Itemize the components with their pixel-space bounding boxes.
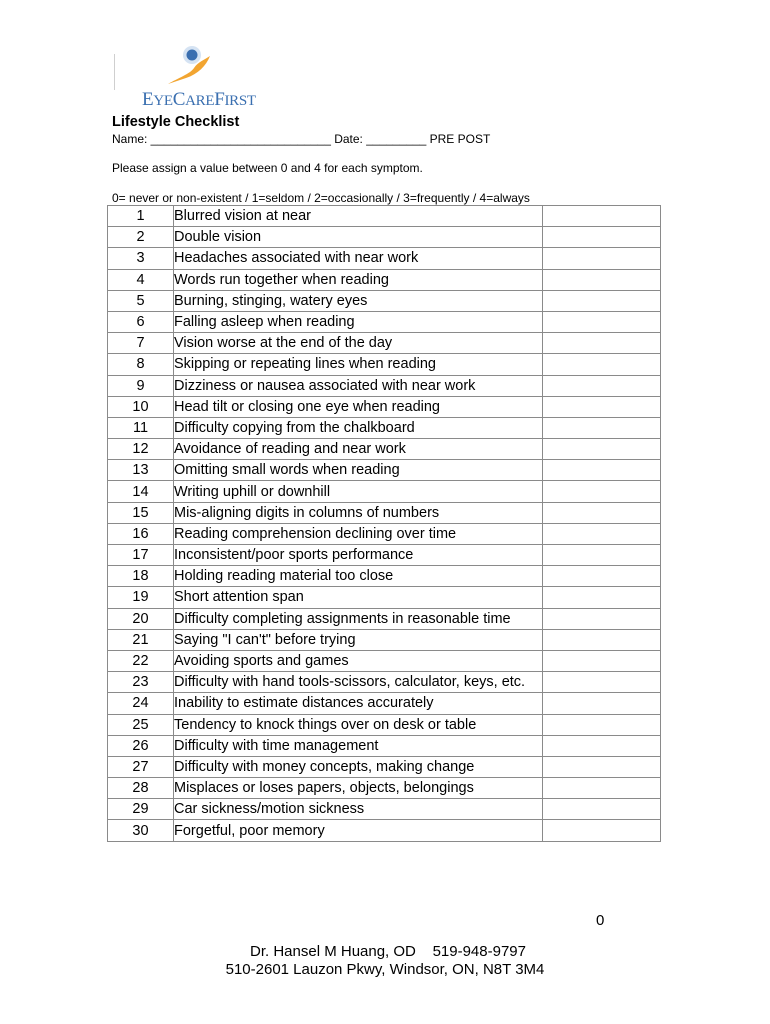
table-row [108, 269, 661, 290]
table-row [108, 227, 661, 248]
symptom-checklist-table [107, 205, 661, 842]
symptom-label: Burning, stinging, watery eyes [174, 290, 543, 311]
name-date-line: Name: ___________________________ Date: _________ PRE POST [112, 132, 491, 146]
symptom-label: Falling asleep when reading [174, 311, 543, 332]
row-number: 11 [108, 417, 174, 438]
symptom-label: Reading comprehension declining over time [174, 523, 543, 544]
table-row [108, 417, 661, 438]
value-cell[interactable] [543, 608, 661, 629]
table-row [108, 439, 661, 460]
row-number: 17 [108, 545, 174, 566]
value-cell[interactable] [543, 290, 661, 311]
symptom-label: Misplaces or loses papers, objects, belongings [174, 778, 543, 799]
table-row [108, 375, 661, 396]
row-number: 25 [108, 714, 174, 735]
table-row [108, 672, 661, 693]
symptom-label: Tendency to knock things over on desk or table [174, 714, 543, 735]
row-number: 27 [108, 756, 174, 777]
table-row [108, 206, 661, 227]
table-row [108, 333, 661, 354]
table-row [108, 502, 661, 523]
symptom-label: Double vision [174, 227, 543, 248]
row-number: 13 [108, 460, 174, 481]
value-cell[interactable] [543, 735, 661, 756]
value-cell[interactable] [543, 820, 661, 841]
table-row [108, 799, 661, 820]
symptom-label: Vision worse at the end of the day [174, 333, 543, 354]
table-row [108, 756, 661, 777]
eyecarefirst-logo [112, 44, 256, 114]
table-row [108, 248, 661, 269]
row-number: 6 [108, 311, 174, 332]
value-cell[interactable] [543, 566, 661, 587]
row-number: 16 [108, 523, 174, 544]
value-cell[interactable] [543, 502, 661, 523]
symptom-label: Difficulty with hand tools-scissors, calculator, keys, etc. [174, 672, 543, 693]
value-cell[interactable] [543, 417, 661, 438]
row-number: 9 [108, 375, 174, 396]
table-row [108, 778, 661, 799]
symptom-label: Difficulty with time management [174, 735, 543, 756]
eye-swoosh-icon [164, 44, 212, 88]
row-number: 18 [108, 566, 174, 587]
row-number: 30 [108, 820, 174, 841]
value-cell[interactable] [543, 227, 661, 248]
value-cell[interactable] [543, 714, 661, 735]
row-number: 4 [108, 269, 174, 290]
symptom-label: Inability to estimate distances accurately [174, 693, 543, 714]
row-number: 10 [108, 396, 174, 417]
value-cell[interactable] [543, 545, 661, 566]
row-number: 2 [108, 227, 174, 248]
symptom-label: Car sickness/motion sickness [174, 799, 543, 820]
symptom-label: Difficulty copying from the chalkboard [174, 417, 543, 438]
value-cell[interactable] [543, 799, 661, 820]
row-number: 19 [108, 587, 174, 608]
symptom-label: Difficulty with money concepts, making change [174, 756, 543, 777]
table-row [108, 566, 661, 587]
symptom-label: Forgetful, poor memory [174, 820, 543, 841]
symptom-label: Dizziness or nausea associated with near work [174, 375, 543, 396]
symptom-label: Avoidance of reading and near work [174, 439, 543, 460]
row-number: 24 [108, 693, 174, 714]
symptom-label: Writing uphill or downhill [174, 481, 543, 502]
value-cell[interactable] [543, 587, 661, 608]
table-row [108, 650, 661, 671]
row-number: 26 [108, 735, 174, 756]
row-number: 23 [108, 672, 174, 693]
table-row [108, 523, 661, 544]
value-cell[interactable] [543, 248, 661, 269]
row-number: 1 [108, 206, 174, 227]
value-cell[interactable] [543, 396, 661, 417]
row-number: 7 [108, 333, 174, 354]
symptom-label: Saying "I can't" before trying [174, 629, 543, 650]
row-number: 15 [108, 502, 174, 523]
row-number: 22 [108, 650, 174, 671]
symptom-label: Short attention span [174, 587, 543, 608]
value-cell[interactable] [543, 481, 661, 502]
value-cell[interactable] [543, 693, 661, 714]
value-cell[interactable] [543, 333, 661, 354]
value-cell[interactable] [543, 650, 661, 671]
value-cell[interactable] [543, 778, 661, 799]
table-row [108, 545, 661, 566]
value-cell[interactable] [543, 354, 661, 375]
table-row [108, 481, 661, 502]
total-score: 0 [596, 912, 605, 929]
table-row [108, 354, 661, 375]
scale-legend: 0= never or non-existent / 1=seldom / 2=occasionally / 3=frequently / 4=always [112, 191, 530, 205]
row-number: 8 [108, 354, 174, 375]
row-number: 5 [108, 290, 174, 311]
symptom-label: Skipping or repeating lines when reading [174, 354, 543, 375]
symptom-label: Mis-aligning digits in columns of numbers [174, 502, 543, 523]
footer-doctor-contact: Dr. Hansel M Huang, OD 519-948-9797 [250, 943, 526, 960]
table-row [108, 311, 661, 332]
value-cell[interactable] [543, 311, 661, 332]
symptom-label: Omitting small words when reading [174, 460, 543, 481]
value-cell[interactable] [543, 375, 661, 396]
table-row [108, 460, 661, 481]
symptom-label: Avoiding sports and games [174, 650, 543, 671]
checklist-body [108, 206, 661, 842]
table-row [108, 587, 661, 608]
table-row [108, 820, 661, 841]
instruction-text: Please assign a value between 0 and 4 for each symptom. [112, 161, 423, 175]
value-cell[interactable] [543, 523, 661, 544]
table-row [108, 290, 661, 311]
value-cell[interactable] [543, 756, 661, 777]
table-row [108, 693, 661, 714]
footer-address: 510-2601 Lauzon Pkwy, Windsor, ON, N8T 3M4 [225, 961, 545, 978]
row-number: 29 [108, 799, 174, 820]
symptom-label: Inconsistent/poor sports performance [174, 545, 543, 566]
row-number: 20 [108, 608, 174, 629]
symptom-label: Holding reading material too close [174, 566, 543, 587]
value-cell[interactable] [543, 269, 661, 290]
row-number: 14 [108, 481, 174, 502]
table-row [108, 396, 661, 417]
table-row [108, 608, 661, 629]
table-row [108, 629, 661, 650]
row-number: 3 [108, 248, 174, 269]
logo-wordmark: EYECAREFIRST [142, 89, 256, 110]
value-cell[interactable] [543, 460, 661, 481]
symptom-label: Words run together when reading [174, 269, 543, 290]
row-number: 28 [108, 778, 174, 799]
symptom-label: Headaches associated with near work [174, 248, 543, 269]
page-title: Lifestyle Checklist [112, 114, 240, 130]
logo-divider [114, 54, 115, 90]
row-number: 12 [108, 439, 174, 460]
table-row [108, 714, 661, 735]
value-cell[interactable] [543, 206, 661, 227]
table-row [108, 735, 661, 756]
value-cell[interactable] [543, 439, 661, 460]
row-number: 21 [108, 629, 174, 650]
value-cell[interactable] [543, 629, 661, 650]
symptom-label: Head tilt or closing one eye when reading [174, 396, 543, 417]
symptom-label: Blurred vision at near [174, 206, 543, 227]
symptom-label: Difficulty completing assignments in reasonable time [174, 608, 543, 629]
value-cell[interactable] [543, 672, 661, 693]
